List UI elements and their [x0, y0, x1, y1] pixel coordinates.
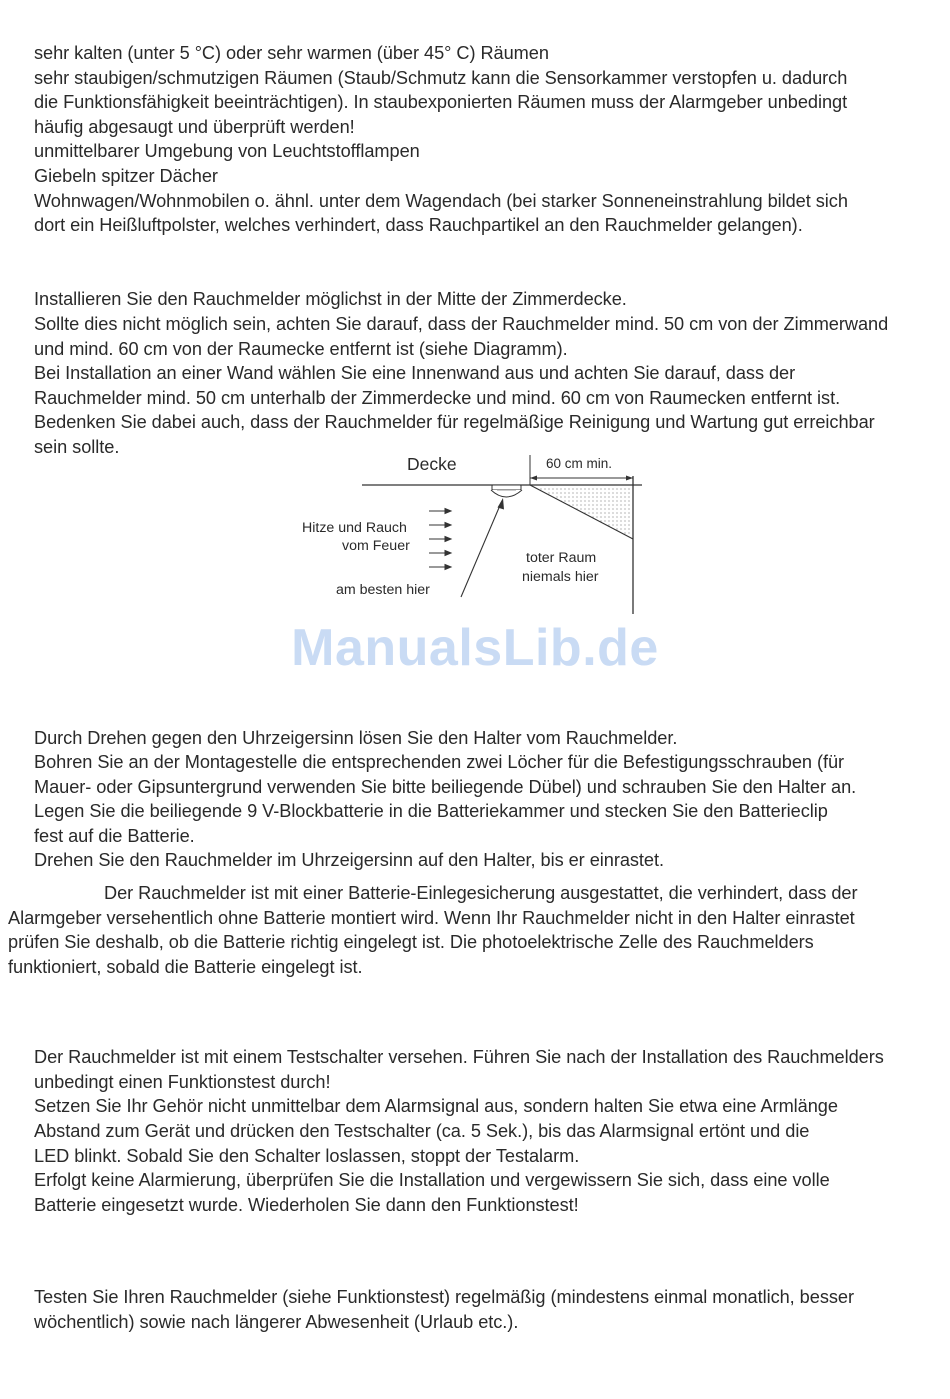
text-line: Mauer- oder Gipsuntergrund verwenden Sie bitte beiliegende Dübel) und schrauben Sie den Halter an. — [34, 777, 857, 797]
heat-smoke-arrows — [429, 509, 451, 570]
text-line: Sollte dies nicht möglich sein, achten Sie darauf, dass der Rauchmelder mind. 50 cm von der Zimmerwand — [34, 314, 889, 334]
text-line: Giebeln spitzer Dächer — [34, 166, 218, 186]
dead-space-label-line1: toter Raum — [526, 550, 597, 566]
text-line: wöchentlich) sowie nach längerer Abwesenheit (Urlaub etc.). — [34, 1312, 519, 1332]
text-line: Drehen Sie den Rauchmelder im Uhrzeigersinn auf den Halter, bis er einrastet. — [34, 850, 665, 870]
text-line: Testen Sie Ihren Rauchmelder (siehe Funktionstest) regelmäßig (mindestens einmal monatlich, besser — [34, 1287, 854, 1307]
watermark: ManualsLib.de — [291, 619, 659, 677]
text-line: die Funktionsfähigkeit beeinträchtigen). In staubexponierten Räumen muss der Alarmgeber unbedingt — [34, 92, 848, 112]
text-line: sehr staubigen/schmutzigen Räumen (Staub/Schmutz kann die Sensorkammer verstopfen u. dadurch — [34, 68, 848, 88]
text-line: Alarmgeber versehentlich ohne Batterie montiert wird. Wenn Ihr Rauchmelder nicht in den Halter einrastet — [8, 908, 855, 928]
text-line: häufig abgesaugt und überprüft werden! — [34, 117, 355, 137]
heat-label-line2: vom Feuer — [342, 538, 410, 554]
text-line: Legen Sie die beiliegende 9 V-Blockbatterie in die Batteriekammer und stecken Sie den Batterieclip — [34, 801, 828, 821]
text-line: funktioniert, sobald die Batterie eingelegt ist. — [8, 957, 363, 977]
ceiling-label: Decke — [407, 454, 457, 474]
text-line: Installieren Sie den Rauchmelder möglichst in der Mitte der Zimmerdecke. — [34, 289, 627, 309]
text-line: Abstand zum Gerät und drücken den Testschalter (ca. 5 Sek.), bis das Alarmsignal ertönt und die — [34, 1121, 810, 1141]
text-line: und mind. 60 cm von der Raumecke entfernt ist (siehe Diagramm). — [34, 339, 568, 359]
text-line: Rauchmelder mind. 50 cm unterhalb der Zimmerdecke und mind. 60 cm von Raumecken entfernt ist. — [34, 388, 841, 408]
text-line: Bedenken Sie dabei auch, dass der Rauchmelder für regelmäßige Reinigung und Wartung gut erreichbar — [34, 412, 875, 432]
text-line: Batterie eingesetzt wurde. Wiederholen Sie dann den Funktionstest! — [34, 1195, 579, 1215]
text-line: Der Rauchmelder ist mit einer Batterie-Einlegesicherung ausgestattet, die verhindert, dass der — [104, 883, 858, 903]
smoke-detector-icon — [491, 485, 522, 497]
text-line: dort ein Heißluftpolster, welches verhindert, dass Rauchpartikel an den Rauchmelder gelangen). — [34, 215, 803, 235]
text-line: Der Rauchmelder ist mit einem Testschalter versehen. Führen Sie nach der Installation des Rauchmelders — [34, 1047, 884, 1067]
dimension-arrow-right — [626, 476, 633, 481]
text-line: Bohren Sie an der Montagestelle die entsprechenden zwei Löcher für die Befestigungsschrauben (für — [34, 752, 845, 772]
text-line: Setzen Sie Ihr Gehör nicht unmittelbar dem Alarmsignal aus, sondern halten Sie etwa eine Armlänge — [34, 1096, 838, 1116]
best-position-pointer — [461, 498, 504, 597]
text-line: LED blinkt. Sobald Sie den Schalter loslassen, stoppt der Testalarm. — [34, 1146, 580, 1166]
dimension-arrow-left — [530, 476, 537, 481]
diagram-drawing — [0, 0, 950, 640]
distance-label: 60 cm min. — [546, 456, 613, 471]
text-line: sein sollte. — [34, 437, 120, 457]
text-line: prüfen Sie deshalb, ob die Batterie richtig eingelegt ist. Die photoelektrische Zelle des Rauchmelders — [8, 932, 814, 952]
text-line: unmittelbarer Umgebung von Leuchtstofflampen — [34, 141, 420, 161]
text-line: Wohnwagen/Wohnmobilen o. ähnl. unter dem Wagendach (bei starker Sonneneinstrahlung bildet sich — [34, 191, 848, 211]
best-position-label: am besten hier — [336, 582, 430, 598]
text-line: Erfolgt keine Alarmierung, überprüfen Sie die Installation und vergewissern Sie sich, dass eine volle — [34, 1170, 830, 1190]
text-line: Durch Drehen gegen den Uhrzeigersinn lösen Sie den Halter vom Rauchmelder. — [34, 728, 678, 748]
text-line: fest auf die Batterie. — [34, 826, 195, 846]
dead-space-label-line2: niemals hier — [522, 569, 599, 585]
text-line: Bei Installation an einer Wand wählen Sie eine Innenwand aus und achten Sie darauf, dass der — [34, 363, 796, 383]
heat-label-line1: Hitze und Rauch — [302, 520, 407, 536]
text-line: sehr kalten (unter 5 °C) oder sehr warmen (über 45° C) Räumen — [34, 43, 549, 63]
text-line: unbedingt einen Funktionstest durch! — [34, 1072, 331, 1092]
